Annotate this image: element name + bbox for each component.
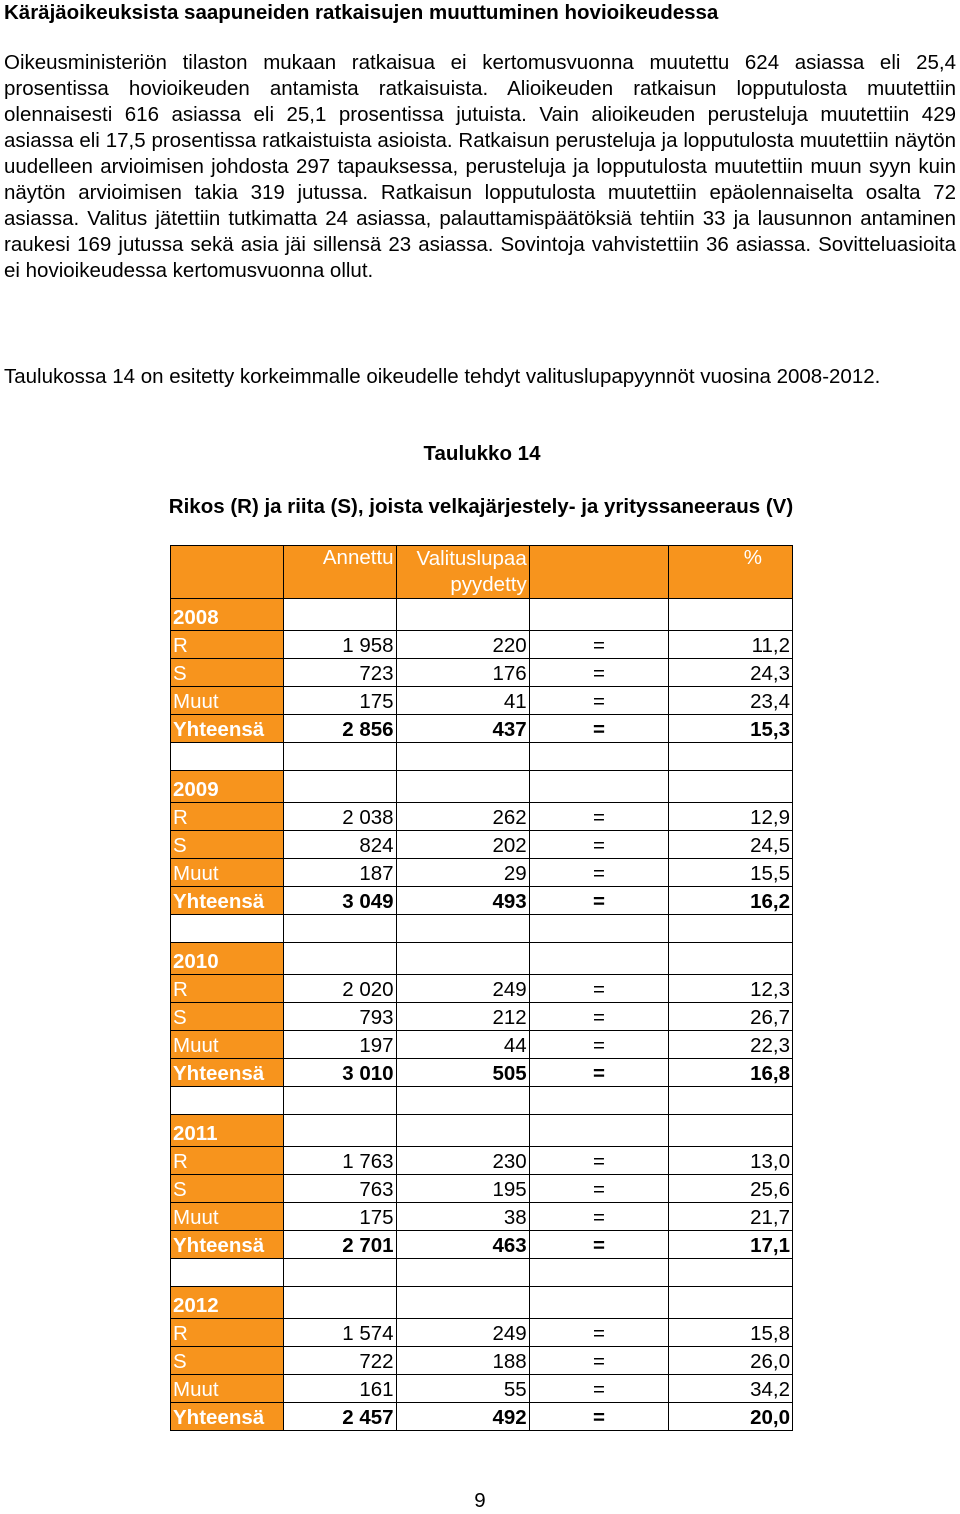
year-blank-cell [669, 943, 793, 975]
table-row [171, 1003, 793, 1031]
annettu-value: 2 020 [284, 975, 396, 1003]
year-blank-cell [529, 771, 669, 803]
body-paragraph-2: Taulukossa 14 on esitetty korkeimmalle oikeudelle tehdyt valituslupapyynnöt vuosina 2008-2012. [4, 365, 881, 388]
year-row [171, 771, 793, 803]
header-valituslupa: Valituslupaa pyydetty [396, 546, 529, 599]
percent-value: 17,1 [669, 1231, 793, 1259]
spacer-row [171, 915, 793, 943]
spacer-cell [171, 1087, 284, 1115]
year-row [171, 943, 793, 975]
header-annettu: Annettu [284, 546, 396, 599]
annettu-value: 824 [284, 831, 396, 859]
total-row [171, 1231, 793, 1259]
spacer-cell [396, 1259, 529, 1287]
row-label: R [171, 975, 284, 1003]
equals-sign: = [529, 831, 669, 859]
table-row [171, 659, 793, 687]
year-blank-cell [396, 599, 529, 631]
percent-value: 16,8 [669, 1059, 793, 1087]
spacer-cell [669, 915, 793, 943]
table-row [171, 631, 793, 659]
spacer-cell [396, 915, 529, 943]
year-blank-cell [669, 1115, 793, 1147]
year-label: 2009 [171, 771, 284, 803]
pyydetty-value: 220 [396, 631, 529, 659]
year-blank-cell [669, 1287, 793, 1319]
row-label: R [171, 631, 284, 659]
year-blank-cell [284, 599, 396, 631]
row-label: S [171, 1347, 284, 1375]
equals-sign: = [529, 1403, 669, 1431]
year-label: 2010 [171, 943, 284, 975]
pyydetty-value: 38 [396, 1203, 529, 1231]
percent-value: 34,2 [669, 1375, 793, 1403]
annettu-value: 161 [284, 1375, 396, 1403]
equals-sign: = [529, 715, 669, 743]
spacer-cell [284, 915, 396, 943]
year-blank-cell [529, 1287, 669, 1319]
pyydetty-value: 188 [396, 1347, 529, 1375]
year-label: 2011 [171, 1115, 284, 1147]
row-label: Muut [171, 687, 284, 715]
spacer-cell [396, 1087, 529, 1115]
row-label: Yhteensä [171, 715, 284, 743]
pyydetty-value: 249 [396, 1319, 529, 1347]
equals-sign: = [529, 1203, 669, 1231]
table-row [171, 1347, 793, 1375]
total-row [171, 887, 793, 915]
page-heading: Käräjäoikeuksista saapuneiden ratkaisujen muuttuminen hovioikeudessa [4, 1, 719, 24]
equals-sign: = [529, 859, 669, 887]
year-blank-cell [529, 1115, 669, 1147]
pyydetty-value: 230 [396, 1147, 529, 1175]
percent-value: 24,5 [669, 831, 793, 859]
table-title: Taulukko 14 [423, 442, 541, 465]
spacer-cell [529, 915, 669, 943]
spacer-row [171, 1259, 793, 1287]
equals-sign: = [529, 659, 669, 687]
spacer-cell [529, 743, 669, 771]
percent-value: 21,7 [669, 1203, 793, 1231]
row-label: S [171, 1175, 284, 1203]
annettu-value: 187 [284, 859, 396, 887]
equals-sign: = [529, 1231, 669, 1259]
year-blank-cell [529, 943, 669, 975]
table-row [171, 803, 793, 831]
equals-sign: = [529, 1147, 669, 1175]
spacer-row [171, 1087, 793, 1115]
annettu-value: 175 [284, 1203, 396, 1231]
header-percent: % [669, 546, 793, 599]
pyydetty-value: 176 [396, 659, 529, 687]
annettu-value: 2 856 [284, 715, 396, 743]
year-blank-cell [396, 771, 529, 803]
percent-value: 12,3 [669, 975, 793, 1003]
percent-value: 12,9 [669, 803, 793, 831]
pyydetty-value: 55 [396, 1375, 529, 1403]
row-label: Muut [171, 859, 284, 887]
row-label: Muut [171, 1203, 284, 1231]
equals-sign: = [529, 975, 669, 1003]
year-blank-cell [396, 943, 529, 975]
year-blank-cell [396, 1115, 529, 1147]
pyydetty-value: 195 [396, 1175, 529, 1203]
page-number: 9 [474, 1489, 486, 1512]
row-label: S [171, 1003, 284, 1031]
equals-sign: = [529, 687, 669, 715]
annettu-value: 1 958 [284, 631, 396, 659]
percent-value: 13,0 [669, 1147, 793, 1175]
percent-value: 15,5 [669, 859, 793, 887]
percent-value: 26,7 [669, 1003, 793, 1031]
equals-sign: = [529, 1175, 669, 1203]
pyydetty-value: 262 [396, 803, 529, 831]
pyydetty-value: 29 [396, 859, 529, 887]
table-row [171, 1031, 793, 1059]
spacer-cell [284, 1259, 396, 1287]
annettu-value: 3 049 [284, 887, 396, 915]
total-row [171, 1403, 793, 1431]
pyydetty-value: 41 [396, 687, 529, 715]
spacer-cell [669, 1259, 793, 1287]
annettu-value: 1 763 [284, 1147, 396, 1175]
annettu-value: 3 010 [284, 1059, 396, 1087]
row-label: Yhteensä [171, 887, 284, 915]
year-row [171, 1115, 793, 1147]
pyydetty-value: 463 [396, 1231, 529, 1259]
table-row [171, 1319, 793, 1347]
year-label: 2008 [171, 599, 284, 631]
annettu-value: 2 701 [284, 1231, 396, 1259]
equals-sign: = [529, 1003, 669, 1031]
spacer-cell [669, 743, 793, 771]
table-row [171, 1175, 793, 1203]
equals-sign: = [529, 1031, 669, 1059]
annettu-value: 2 038 [284, 803, 396, 831]
equals-sign: = [529, 631, 669, 659]
pyydetty-value: 44 [396, 1031, 529, 1059]
total-row [171, 1059, 793, 1087]
percent-value: 15,8 [669, 1319, 793, 1347]
table-header-row [171, 546, 793, 599]
equals-sign: = [529, 1347, 669, 1375]
pyydetty-value: 212 [396, 1003, 529, 1031]
percent-value: 26,0 [669, 1347, 793, 1375]
equals-sign: = [529, 803, 669, 831]
table-row [171, 831, 793, 859]
annettu-value: 175 [284, 687, 396, 715]
spacer-cell [284, 743, 396, 771]
row-label: Muut [171, 1031, 284, 1059]
equals-sign: = [529, 1375, 669, 1403]
row-label: S [171, 659, 284, 687]
table-row [171, 859, 793, 887]
percent-value: 25,6 [669, 1175, 793, 1203]
year-blank-cell [284, 1287, 396, 1319]
equals-sign: = [529, 1319, 669, 1347]
year-row [171, 1287, 793, 1319]
year-blank-cell [284, 943, 396, 975]
annettu-value: 763 [284, 1175, 396, 1203]
appeal-statistics-table [170, 545, 793, 1431]
body-paragraph-1: Oikeusministeriön tilaston mukaan ratkaisua ei kertomusvuonna muutettu 624 asiassa eli 25,4 prosentissa hovioikeuden antamista ratkaisuista. Alioikeuden ratkaisun lopputulosta muutettiin olennaisesti 616 asiassa eli 25,1 prosentissa jutuista. Vain alioikeuden perusteluja muutettiin 429 asiassa eli 17,5 prosentissa ratkaistuista asioista. Ratkaisun perusteluja ja lopputulosta muutettiin näytön uudelleen arvioimisen johdosta 297 tapauksessa, perusteluja ja lopputulosta muutettiin muun syyn kuin näytön arvioimisen takia 319 jutussa. Ratkaisun lopputulosta muutettiin epäolennaiselta osalta 72 asiassa. Valitus jätettiin tutkimatta 24 asiassa, palauttamispäätöksiä tehtiin 33 ja lausunnon antaminen raukesi 169 jutussa sekä asia jäi sillensä 23 asiassa. Sovintoja vahvistettiin 36 asiassa. Sovitteluasioita ei hovioikeudessa kertomusvuonna ollut. [4, 51, 956, 282]
year-label: 2012 [171, 1287, 284, 1319]
spacer-row [171, 743, 793, 771]
spacer-cell [529, 1087, 669, 1115]
spacer-cell [171, 743, 284, 771]
annettu-value: 723 [284, 659, 396, 687]
row-label: R [171, 803, 284, 831]
table-row [171, 1147, 793, 1175]
year-blank-cell [396, 1287, 529, 1319]
year-blank-cell [284, 1115, 396, 1147]
spacer-cell [669, 1087, 793, 1115]
table-row [171, 1203, 793, 1231]
year-blank-cell [669, 771, 793, 803]
percent-value: 16,2 [669, 887, 793, 915]
table-body [171, 599, 793, 1431]
percent-value: 23,4 [669, 687, 793, 715]
table-row [171, 975, 793, 1003]
header-blank [171, 546, 284, 599]
spacer-cell [171, 1259, 284, 1287]
year-blank-cell [669, 599, 793, 631]
percent-value: 11,2 [669, 631, 793, 659]
header-blank-2 [529, 546, 669, 599]
pyydetty-value: 202 [396, 831, 529, 859]
total-row [171, 715, 793, 743]
pyydetty-value: 249 [396, 975, 529, 1003]
annettu-value: 2 457 [284, 1403, 396, 1431]
row-label: Muut [171, 1375, 284, 1403]
spacer-cell [284, 1087, 396, 1115]
row-label: S [171, 831, 284, 859]
annettu-value: 722 [284, 1347, 396, 1375]
pyydetty-value: 493 [396, 887, 529, 915]
table-row [171, 1375, 793, 1403]
row-label: Yhteensä [171, 1403, 284, 1431]
row-label: R [171, 1147, 284, 1175]
equals-sign: = [529, 1059, 669, 1087]
table-row [171, 687, 793, 715]
year-row [171, 599, 793, 631]
row-label: Yhteensä [171, 1059, 284, 1087]
pyydetty-value: 492 [396, 1403, 529, 1431]
year-blank-cell [529, 599, 669, 631]
year-blank-cell [284, 771, 396, 803]
percent-value: 22,3 [669, 1031, 793, 1059]
spacer-cell [529, 1259, 669, 1287]
percent-value: 20,0 [669, 1403, 793, 1431]
equals-sign: = [529, 887, 669, 915]
pyydetty-value: 437 [396, 715, 529, 743]
spacer-cell [396, 743, 529, 771]
row-label: R [171, 1319, 284, 1347]
table-subtitle: Rikos (R) ja riita (S), joista velkajärjestely- ja yrityssaneeraus (V) [168, 495, 794, 518]
annettu-value: 1 574 [284, 1319, 396, 1347]
percent-value: 15,3 [669, 715, 793, 743]
annettu-value: 793 [284, 1003, 396, 1031]
spacer-cell [171, 915, 284, 943]
pyydetty-value: 505 [396, 1059, 529, 1087]
row-label: Yhteensä [171, 1231, 284, 1259]
annettu-value: 197 [284, 1031, 396, 1059]
percent-value: 24,3 [669, 659, 793, 687]
